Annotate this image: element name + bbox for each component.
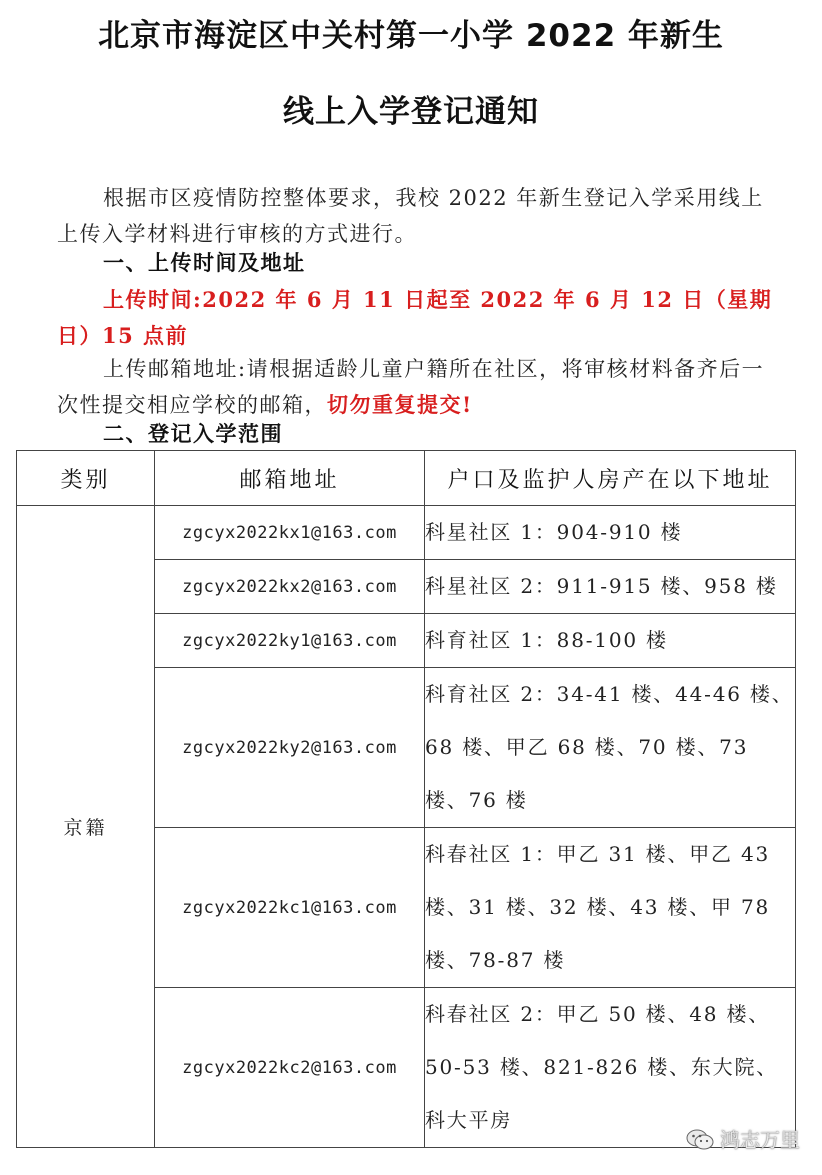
notice-title-line2: 线上入学登记通知: [283, 94, 539, 130]
section1-heading: 一、上传时间及地址: [103, 250, 306, 275]
registration-table: [16, 450, 796, 1148]
address-cell: 科星社区 2：911-915 楼、958 楼: [425, 560, 796, 614]
table-row: [17, 506, 796, 560]
section2-heading: 二、登记入学范围: [103, 421, 283, 446]
email-cell: zgcyx2022ky1@163.com: [155, 614, 425, 668]
address-cell: 科星社区 1：904-910 楼: [425, 506, 796, 560]
email-cell: zgcyx2022ky2@163.com: [155, 668, 425, 828]
upload-time: 上传时间:2022 年 6 月 11 日起至 2022 年 6 月 12 日（星期日）15 点前: [57, 287, 773, 348]
email-cell: zgcyx2022kc2@163.com: [155, 988, 425, 1148]
email-cell: zgcyx2022kc1@163.com: [155, 828, 425, 988]
address-cell: 科春社区 2：甲乙 50 楼、48 楼、50-53 楼、821-826 楼、东大院、科大平房: [425, 988, 796, 1148]
email-cell: zgcyx2022kx2@163.com: [155, 560, 425, 614]
intro-paragraph: 根据市区疫情防控整体要求，我校 2022 年新生登记入学采用线上上传入学材料进行审核的方式进行。: [57, 186, 764, 246]
upload-email-text: 上传邮箱地址:请根据适龄儿童户籍所在社区，将审核材料备齐后一次性提交相应学校的邮箱，: [57, 357, 765, 417]
watermark: [686, 1124, 800, 1156]
upload-warning: 切勿重复提交!: [327, 392, 473, 417]
address-cell: 科春社区 1：甲乙 31 楼、甲乙 43 楼、31 楼、32 楼、43 楼、甲 78 楼、78-87 楼: [425, 828, 796, 988]
notice-title-line1: 北京市海淀区中关村第一小学 2022 年新生: [98, 18, 724, 54]
email-cell: zgcyx2022kx1@163.com: [155, 506, 425, 560]
watermark-text: 鸿志万里: [720, 1128, 800, 1152]
address-cell: 科育社区 2：34-41 楼、44-46 楼、68 楼、甲乙 68 楼、70 楼、73 楼、76 楼: [425, 668, 796, 828]
header-email: 邮箱地址: [155, 451, 425, 506]
table-header-row: [17, 451, 796, 506]
header-category: 类别: [17, 451, 155, 506]
header-address: 户口及监护人房产在以下地址: [425, 451, 796, 506]
wechat-icon: [686, 1129, 714, 1156]
upload-email-paragraph: [57, 351, 777, 423]
category-cell: 京籍: [17, 506, 155, 1148]
address-cell: 科育社区 1：88-100 楼: [425, 614, 796, 668]
